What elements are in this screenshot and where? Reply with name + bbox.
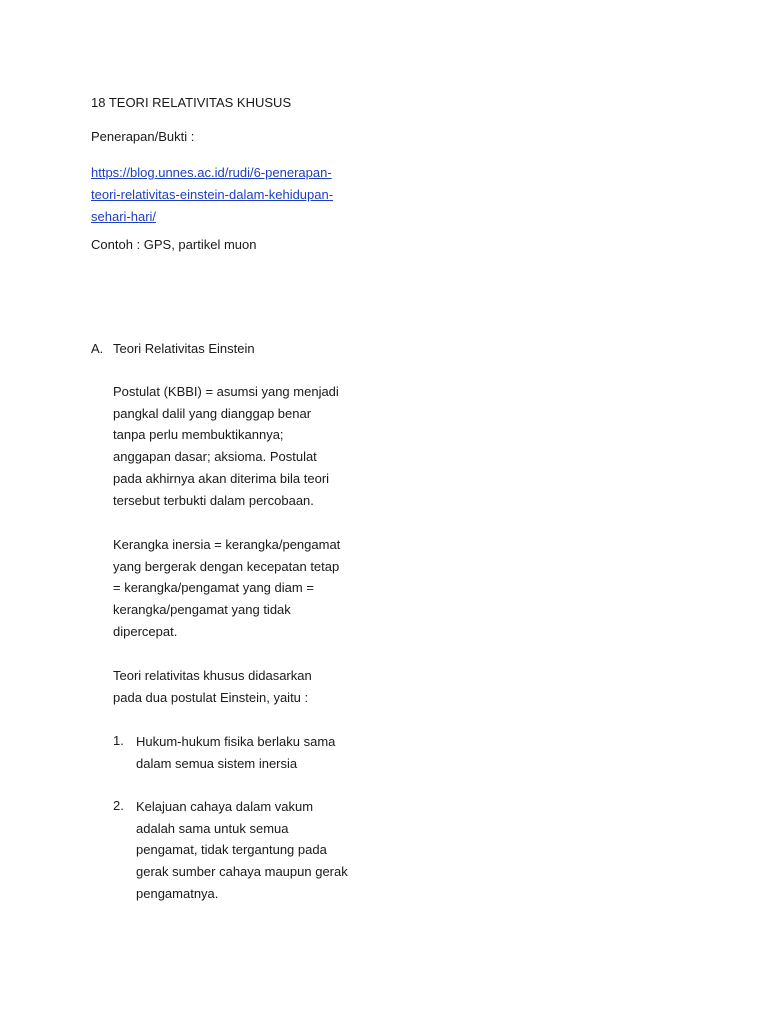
- list-item: [136, 796, 376, 905]
- postulat-paragraph: [113, 381, 373, 511]
- paragraph-line: pangkal dalil yang dianggap benar: [113, 405, 312, 421]
- list-item: [136, 731, 376, 774]
- reference-link-line[interactable]: https://blog.unnes.ac.id/rudi/6-penerapan-: [91, 165, 332, 180]
- paragraph-line: tersebut terbukti dalam percobaan.: [113, 492, 314, 508]
- paragraph-line: pada dua postulat Einstein, yaitu :: [113, 689, 309, 705]
- intro-paragraph: [113, 665, 373, 708]
- paragraph-line: anggapan dasar; aksioma. Postulat: [113, 449, 317, 465]
- section-heading: Teori Relativitas Einstein: [113, 341, 255, 356]
- list-item-line: adalah sama untuk semua: [136, 820, 289, 836]
- reference-link-line[interactable]: teori-relativitas-einstein-dalam-kehidupan-: [91, 187, 334, 202]
- list-item-line: Kelajuan cahaya dalam vakum: [136, 799, 314, 814]
- list-item-line: pengamat, tidak tergantung pada: [136, 842, 327, 858]
- paragraph-line: pada akhirnya akan diterima bila teori: [113, 470, 330, 486]
- reference-link[interactable]: [91, 162, 351, 228]
- list-item-line: pengamatnya.: [136, 885, 219, 901]
- paragraph-line: Teori relativitas khusus didasarkan: [113, 668, 312, 683]
- applications-label: Penerapan/Bukti :: [91, 129, 195, 144]
- list-item-line: Hukum-hukum fisika berlaku sama: [136, 734, 336, 749]
- list-item-line: dalam semua sistem inersia: [136, 755, 298, 771]
- section-marker: A.: [91, 341, 104, 356]
- paragraph-line: Postulat (KBBI) = asumsi yang menjadi: [113, 384, 339, 399]
- reference-link-line[interactable]: sehari-hari/: [91, 209, 157, 224]
- paragraph-line: kerangka/pengamat yang tidak: [113, 602, 291, 618]
- paragraph-line: dipercepat.: [113, 623, 178, 639]
- paragraph-line: tanpa perlu membuktikannya;: [113, 427, 284, 443]
- kerangka-paragraph: [113, 534, 373, 643]
- document-title: 18 TEORI RELATIVITAS KHUSUS: [91, 95, 292, 110]
- paragraph-line: yang bergerak dengan kecepatan tetap: [113, 558, 340, 574]
- example-text: Contoh : GPS, partikel muon: [91, 237, 257, 252]
- list-item-line: gerak sumber cahaya maupun gerak: [136, 864, 348, 880]
- paragraph-line: Kerangka inersia = kerangka/pengamat: [113, 537, 341, 552]
- paragraph-line: = kerangka/pengamat yang diam =: [113, 580, 314, 596]
- list-marker: 1.: [113, 733, 124, 748]
- list-marker: 2.: [113, 798, 124, 813]
